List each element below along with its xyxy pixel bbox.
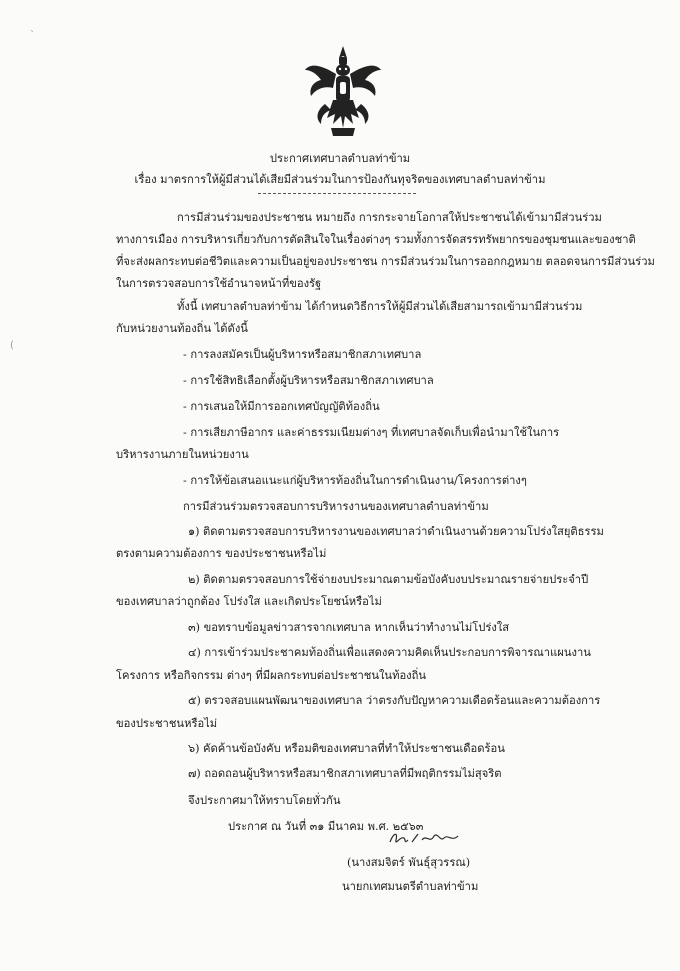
signatory-name: (นางสมจิตร์ พันธุ์สุวรรณ) — [347, 856, 471, 869]
audit-item: ๕) ตรวจสอบแผนพัฒนาของเทศบาล ว่าตรงกับปัญหาความเดือดร้อนและความต้องการ — [188, 694, 601, 707]
audit-item: ๑) ติดตามตรวจสอบการบริหารงานของเทศบาลว่าดำเนินงานด้วยความโปร่งใสยุติธรรม — [188, 525, 604, 538]
method-item: - การให้ข้อเสนอแนะแก่ผู้บริหารท้องถิ่นในการดำเนินงาน/โครงการต่างๆ — [183, 474, 527, 487]
garuda-emblem-icon — [303, 44, 383, 144]
audit-item: ๒) ติดตามตรวจสอบการใช้จ่ายงบประมาณตามข้อบังคับงบประมาณรายจ่ายประจำปี — [188, 573, 589, 586]
method-item: - การเสนอให้มีการออกเทศบัญญัติท้องถิ่น — [183, 400, 380, 413]
method-item: - การลงสมัครเป็นผู้บริหารหรือสมาชิกสภาเทศบาล — [183, 348, 422, 361]
intro-line: ที่จะส่งผลกระทบต่อชีวิตและความเป็นอยู่ของประชาชน การมีส่วนร่วมในการออกกฎหมาย ตลอดจนการมีส่วนร่วม — [116, 255, 655, 268]
closing-statement: จึงประกาศมาให้ทราบโดยทั่วกัน — [188, 794, 341, 807]
audit-item: ๔) การเข้าร่วมประชาคมท้องถิ่นเพื่อแสดงความคิดเห็นประกอบการพิจารณาแผนงาน — [188, 646, 591, 659]
announcement-subject: เรื่อง มาตรการให้ผู้มีส่วนได้เสียมีส่วนร่วมในการป้องกันทุจริตของเทศบาลตำบลท่าข้าม — [134, 173, 546, 186]
audit-item: ตรงตามความต้องการ ของประชาชนหรือไม่ — [116, 547, 327, 560]
signatory-position: นายกเทศมนตรีตำบลท่าข้าม — [342, 880, 479, 893]
audit-item: ของเทศบาลว่าถูกต้อง โปร่งใส และเกิดประโยชน์หรือไม่ — [116, 595, 382, 608]
intro-line: ทั้งนี้ เทศบาลตำบลท่าข้าม ได้กำหนดวิธีการให้ผู้มีส่วนได้เสียสามารถเข้ามามีส่วนร่วม — [177, 300, 583, 313]
handwritten-signature — [388, 826, 464, 850]
announcement-date: ประกาศ ณ วันที่ ๓๑ มีนาคม พ.ศ. ๒๕๖๓ — [228, 820, 424, 833]
method-item: - การเสียภาษีอากร และค่าธรรมเนียมต่างๆ ที่เทศบาลจัดเก็บเพื่อนำมาใช้ในการ — [183, 426, 560, 439]
method-item: - การใช้สิทธิเลือกตั้งผู้บริหารหรือสมาชิกสภาเทศบาล — [183, 374, 434, 387]
audit-item: ๖) คัดค้านข้อบังคับ หรือมติของเทศบาลที่ทำให้ประชาชนเดือดร้อน — [188, 742, 505, 755]
audit-item: โครงการ หรือกิจกรรม ต่างๆ ที่มีผลกระทบต่อประชาชนในท้องถิ่น — [116, 669, 427, 682]
intro-line: การมีส่วนร่วมของประชาชน หมายถึง การกระจายโอกาสให้ประชาชนได้เข้ามามีส่วนร่วม — [177, 211, 602, 224]
scan-mark: ˋ — [30, 30, 35, 41]
announcement-title: ประกาศเทศบาลตำบลท่าข้าม — [269, 152, 411, 165]
intro-line: ทางการเมือง การบริหารเกี่ยวกับการตัดสินใจในเรื่องต่างๆ รวมทั้งการจัดสรรทรัพยากรของชุมชนและของชาติ — [116, 233, 636, 246]
audit-item: ของประชาชนหรือไม่ — [116, 717, 218, 730]
intro-line: กับหน่วยงานท้องถิ่น ได้ดังนี้ — [116, 322, 248, 335]
title-divider — [258, 193, 416, 194]
audit-item: ๗) ถอดถอนผู้บริหารหรือสมาชิกสภาเทศบาลที่มีพฤติกรรมไม่สุจริต — [188, 767, 502, 780]
method-item: บริหารงานภายในหน่วยงาน — [116, 448, 249, 461]
audit-item: ๓) ขอทราบข้อมูลข่าวสารจากเทศบาล หากเห็นว่าทำงานไม่โปร่งใส — [188, 621, 510, 634]
audit-heading: การมีส่วนร่วมตรวจสอบการบริหารงานของเทศบาลตำบลท่าข้าม — [183, 500, 489, 513]
intro-line: ในการตรวจสอบการใช้อำนาจหน้าที่ของรัฐ — [116, 277, 322, 290]
scan-mark: ( — [10, 340, 14, 351]
